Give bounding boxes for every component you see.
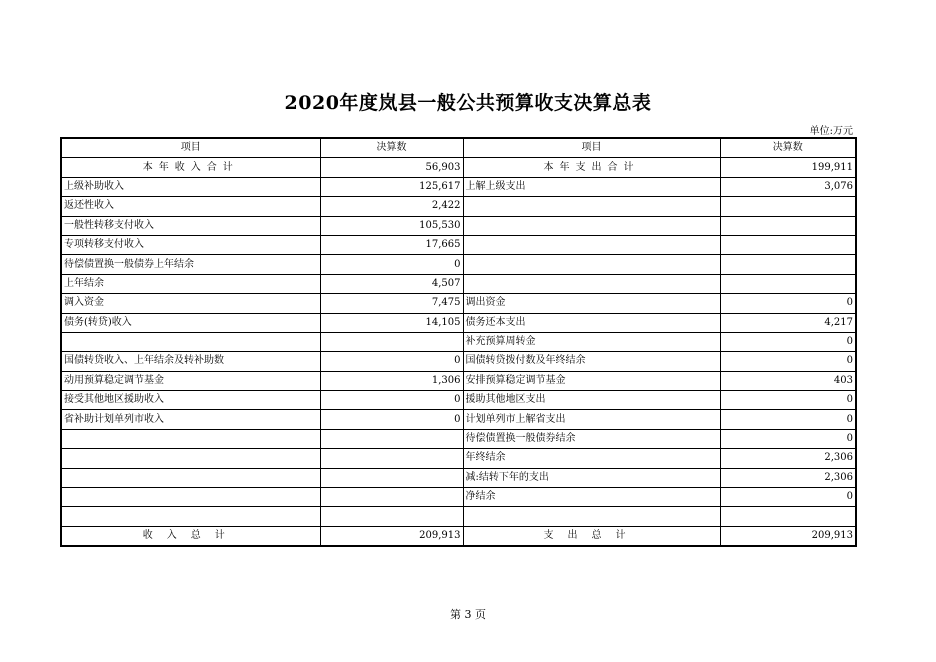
income-value: 0	[320, 410, 463, 429]
expense-item: 补充预算周转金	[463, 332, 720, 351]
income-value: 125,617	[320, 177, 463, 196]
expense-item: 安排预算稳定调节基金	[463, 371, 720, 390]
income-value	[320, 507, 463, 526]
header-item-left: 项目	[61, 138, 320, 158]
expense-value	[720, 197, 856, 216]
expense-value	[720, 507, 856, 526]
income-item	[61, 429, 320, 448]
expense-item: 净结余	[463, 488, 720, 507]
expense-value: 0	[720, 391, 856, 410]
expense-item: 年终结余	[463, 449, 720, 468]
income-item: 省补助计划单列市收入	[61, 410, 320, 429]
table-row	[61, 449, 856, 468]
expense-item: 计划单列市上解省支出	[463, 410, 720, 429]
expense-total-value: 209,913	[720, 526, 856, 546]
income-item	[61, 468, 320, 487]
expense-item	[463, 235, 720, 254]
header-value-left: 决算数	[320, 138, 463, 158]
summary-row	[61, 158, 856, 177]
expense-item: 国债转贷拨付数及年终结余	[463, 352, 720, 371]
expense-item: 债务还本支出	[463, 313, 720, 332]
total-row	[61, 526, 856, 546]
income-value: 14,105	[320, 313, 463, 332]
expense-value: 0	[720, 410, 856, 429]
expense-item: 调出资金	[463, 294, 720, 313]
income-value: 0	[320, 255, 463, 274]
table-row	[61, 507, 856, 526]
table-row	[61, 332, 856, 351]
income-value: 2,422	[320, 197, 463, 216]
table-row	[61, 468, 856, 487]
income-value	[320, 488, 463, 507]
income-item: 上年结余	[61, 274, 320, 293]
table-row	[61, 255, 856, 274]
income-item: 上级补助收入	[61, 177, 320, 196]
budget-table	[60, 137, 857, 547]
table-row	[61, 352, 856, 371]
expense-value	[720, 255, 856, 274]
expense-item	[463, 197, 720, 216]
income-total-label: 收入总计	[61, 526, 320, 546]
expense-item: 上解上级支出	[463, 177, 720, 196]
header-value-right: 决算数	[720, 138, 856, 158]
expense-value	[720, 216, 856, 235]
table-row	[61, 410, 856, 429]
income-item: 一般性转移支付收入	[61, 216, 320, 235]
income-item: 返还性收入	[61, 197, 320, 216]
expense-item	[463, 507, 720, 526]
table-row	[61, 371, 856, 390]
expense-item	[463, 274, 720, 293]
table-row	[61, 391, 856, 410]
table-row	[61, 313, 856, 332]
income-item: 债务(转贷)收入	[61, 313, 320, 332]
expense-value: 0	[720, 429, 856, 448]
expense-summary-value: 199,911	[720, 158, 856, 177]
income-summary-value: 56,903	[320, 158, 463, 177]
income-item: 待偿债置换一般债券上年结余	[61, 255, 320, 274]
unit-label: 单位:万元	[809, 126, 853, 137]
table-row	[61, 216, 856, 235]
expense-total-label: 支出总计	[463, 526, 720, 546]
page-number: 第 3 页	[450, 608, 486, 621]
header-row	[61, 138, 856, 158]
income-total-value: 209,913	[320, 526, 463, 546]
expense-item: 减:结转下年的支出	[463, 468, 720, 487]
expense-value: 4,217	[720, 313, 856, 332]
income-item: 国债转贷收入、上年结余及转补助数	[61, 352, 320, 371]
expense-value: 0	[720, 488, 856, 507]
income-item	[61, 332, 320, 351]
table-row	[61, 235, 856, 254]
income-value	[320, 429, 463, 448]
income-item: 调入资金	[61, 294, 320, 313]
table-row	[61, 488, 856, 507]
table-row	[61, 429, 856, 448]
income-value: 0	[320, 352, 463, 371]
expense-item: 待偿债置换一般债券结余	[463, 429, 720, 448]
expense-value: 0	[720, 294, 856, 313]
income-item: 动用预算稳定调节基金	[61, 371, 320, 390]
income-summary-label: 本年收入合计	[61, 158, 320, 177]
income-value: 17,665	[320, 235, 463, 254]
income-value: 7,475	[320, 294, 463, 313]
income-value	[320, 468, 463, 487]
expense-value: 0	[720, 332, 856, 351]
table-row	[61, 197, 856, 216]
table-row	[61, 294, 856, 313]
expense-value	[720, 235, 856, 254]
expense-value: 0	[720, 352, 856, 371]
income-item	[61, 507, 320, 526]
expense-item: 援助其他地区支出	[463, 391, 720, 410]
income-value	[320, 449, 463, 468]
income-value: 105,530	[320, 216, 463, 235]
income-value: 4,507	[320, 274, 463, 293]
expense-value: 2,306	[720, 468, 856, 487]
income-item: 专项转移支付收入	[61, 235, 320, 254]
income-value: 1,306	[320, 371, 463, 390]
table-row	[61, 274, 856, 293]
table-row	[61, 177, 856, 196]
expense-value: 2,306	[720, 449, 856, 468]
expense-item	[463, 255, 720, 274]
expense-item	[463, 216, 720, 235]
income-item	[61, 449, 320, 468]
report-title: 2020年度岚县一般公共预算收支决算总表	[284, 92, 652, 114]
expense-value: 403	[720, 371, 856, 390]
header-item-right: 项目	[463, 138, 720, 158]
income-value: 0	[320, 391, 463, 410]
income-item	[61, 488, 320, 507]
expense-summary-label: 本年支出合计	[463, 158, 720, 177]
income-item: 接受其他地区援助收入	[61, 391, 320, 410]
expense-value: 3,076	[720, 177, 856, 196]
expense-value	[720, 274, 856, 293]
income-value	[320, 332, 463, 351]
